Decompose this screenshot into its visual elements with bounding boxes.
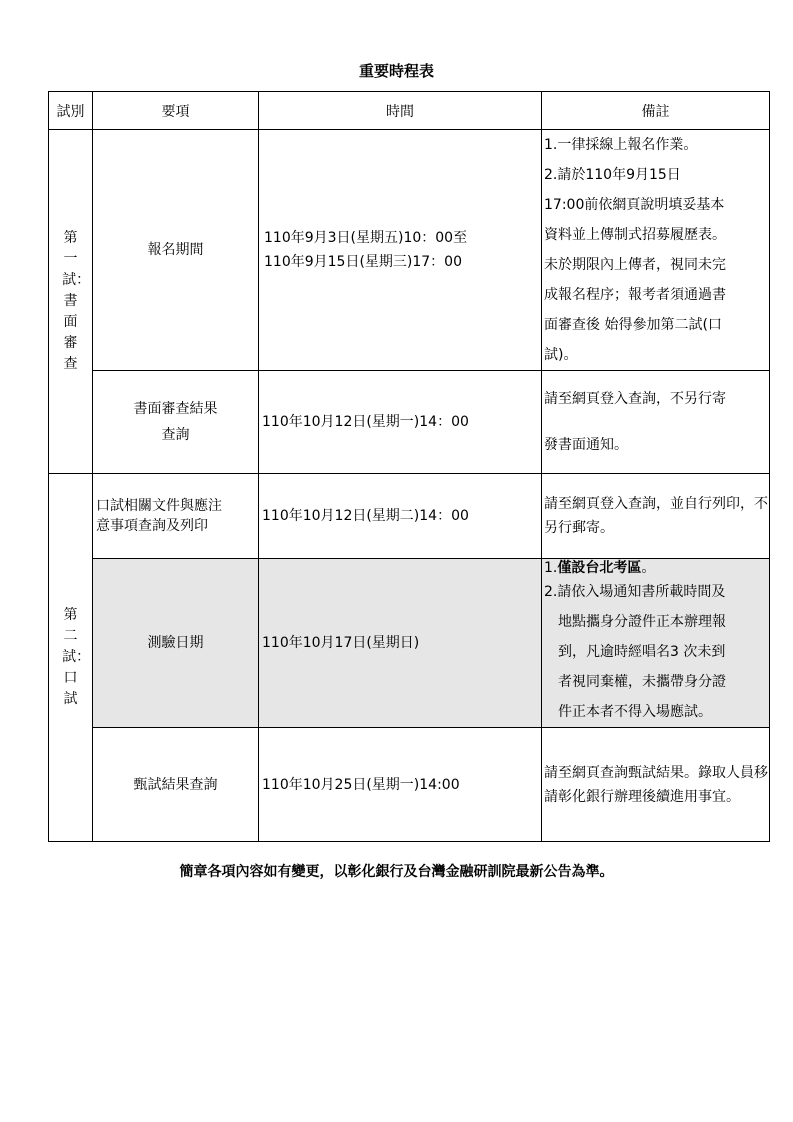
header-item: 要項 xyxy=(93,92,259,130)
page-title: 重要時程表 xyxy=(358,62,434,80)
note-line: 2.請於110年9月15日 xyxy=(544,167,681,183)
table-row xyxy=(49,728,770,842)
time-cell xyxy=(259,130,542,371)
time-cell: 110年10月17日(星期日) xyxy=(259,559,542,728)
table-row xyxy=(49,371,770,474)
time-cell: 110年10月12日(星期二)14：00 xyxy=(259,474,542,559)
note-line: 面審查後 始得參加第二試(口 xyxy=(544,317,722,333)
header-stage: 試別 xyxy=(49,92,93,130)
note-cell xyxy=(542,371,770,474)
note-cell: 請至網頁查詢甄試結果。錄取人員移請彰化銀行辦理後續進用事宜。 xyxy=(542,728,770,842)
time-cell: 110年10月25日(星期一)14:00 xyxy=(259,728,542,842)
schedule-table xyxy=(48,91,770,842)
table-row xyxy=(49,130,770,371)
note-line: 2.請依入場通知書所載時間及 xyxy=(544,584,726,600)
header-note: 備註 xyxy=(542,92,770,130)
item-line: 意事項查詢及列印 xyxy=(96,518,208,534)
stage-1-label: 第一試：書面審查 xyxy=(62,230,91,372)
item-cell: 測驗日期 xyxy=(93,559,259,728)
note-cell xyxy=(542,130,770,371)
note-line: 試)。 xyxy=(544,347,578,363)
stage-2-label: 第二試：口試 xyxy=(62,607,91,707)
note-line: 請至網頁登入查詢，不另行寄 xyxy=(544,391,726,407)
note-emphasis: 僅設台北考區 xyxy=(557,560,642,576)
table-row xyxy=(49,559,770,728)
note-line: 地點攜身分證件正本辦理報 xyxy=(558,614,726,630)
note-line: 成報名程序；報考者須通過書 xyxy=(544,287,726,303)
item-cell xyxy=(93,474,259,559)
note-cell xyxy=(542,559,770,728)
note-cell: 請至網頁登入查詢，並自行列印，不另行郵寄。 xyxy=(542,474,770,559)
item-cell xyxy=(93,371,259,474)
note-line: 件正本者不得入場應試。 xyxy=(558,704,712,720)
footer-note: 簡章各項內容如有變更，以彰化銀行及台灣金融研訓院最新公告為準。 xyxy=(179,864,614,880)
item-line: 查詢 xyxy=(161,427,190,443)
item-line: 書面審查結果 xyxy=(133,401,218,417)
note-line: 1.僅設台北考區。 xyxy=(544,560,656,576)
header-time: 時間 xyxy=(259,92,542,130)
note-line: 未於期限內上傳者，視同未完 xyxy=(544,257,726,273)
note-line: 發書面通知。 xyxy=(544,437,628,453)
table-row xyxy=(49,474,770,559)
note-line: 到，凡逾時經唱名3 次未到 xyxy=(558,644,726,660)
item-cell: 甄試結果查詢 xyxy=(93,728,259,842)
time-line: 110年9月15日(星期三)17：00 xyxy=(264,254,462,270)
stage-cell xyxy=(49,474,93,842)
note-line: 資料並上傳制式招募履歷表。 xyxy=(544,227,726,243)
time-cell: 110年10月12日(星期一)14：00 xyxy=(259,371,542,474)
note-line: 者視同棄權，未攜帶身分證 xyxy=(558,674,726,690)
note-line: 1.一律採線上報名作業。 xyxy=(544,137,698,153)
note-line: 17:00前依網頁說明填妥基本 xyxy=(544,197,725,213)
time-line: 110年9月3日(星期五)10：00至 xyxy=(264,230,468,246)
header-row xyxy=(49,92,770,130)
stage-cell xyxy=(49,130,93,474)
item-cell: 報名期間 xyxy=(93,130,259,371)
item-line: 口試相關文件與應注 xyxy=(96,498,222,514)
